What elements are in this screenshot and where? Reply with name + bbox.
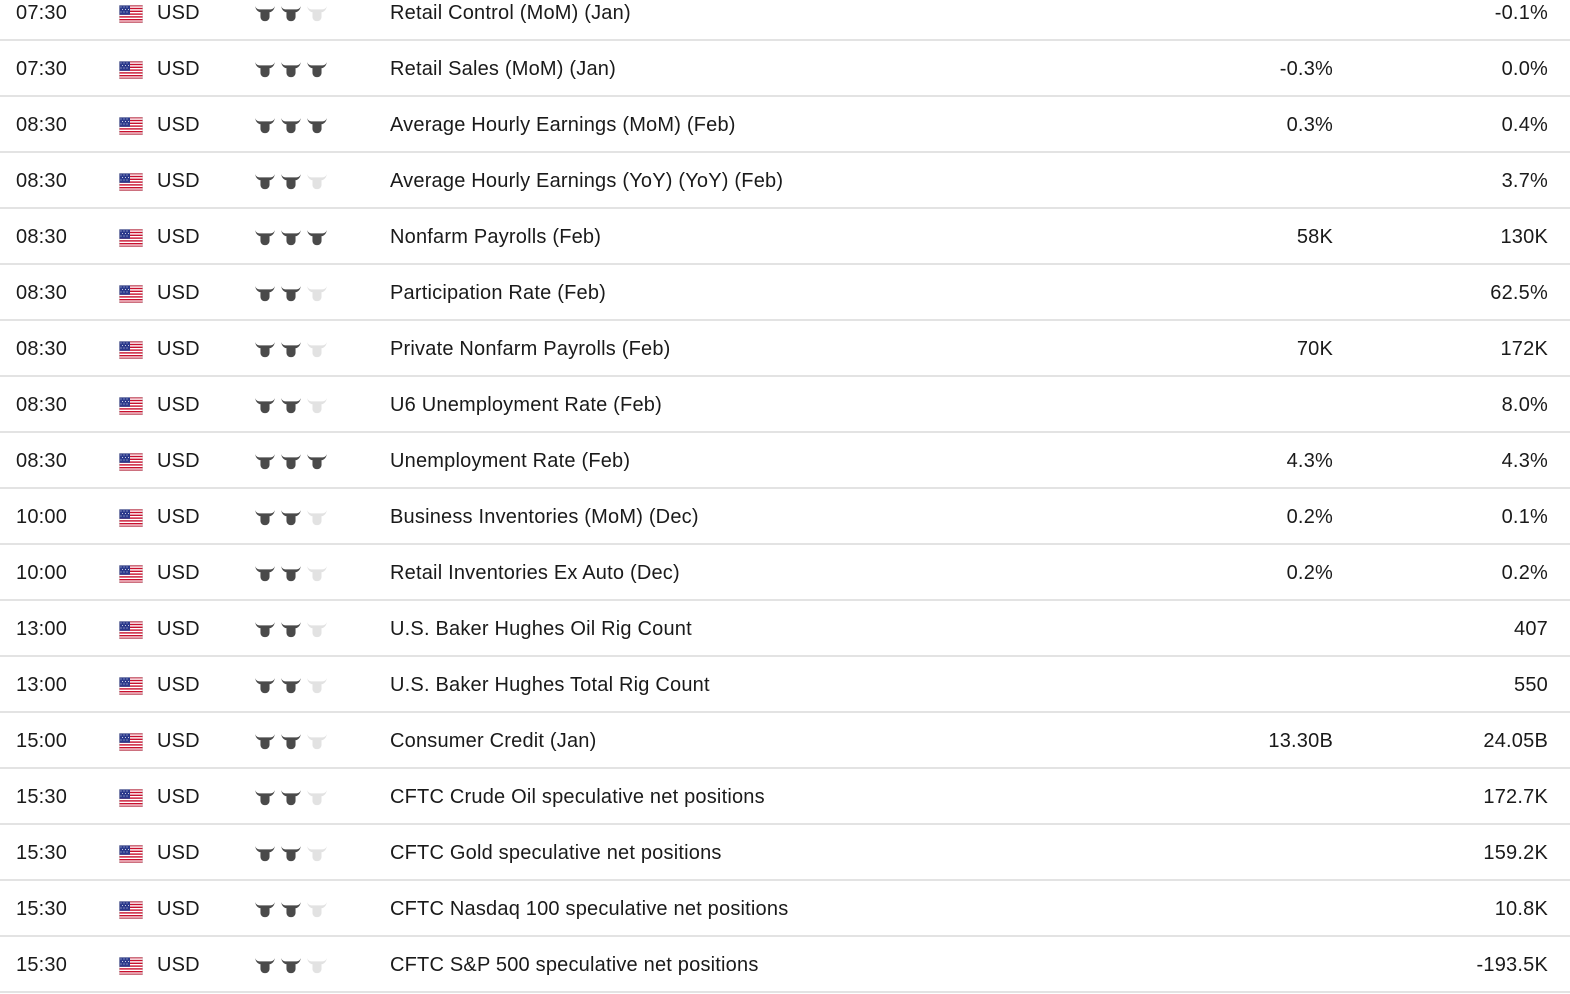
table-row[interactable] (0, 0, 1570, 41)
bull-icon (253, 507, 277, 527)
bull-icon (305, 843, 329, 863)
bull-icon (279, 59, 303, 79)
bull-icon (279, 227, 303, 247)
us-flag-icon (119, 509, 143, 527)
table-row[interactable] (0, 209, 1570, 265)
previous-value: 62.5% (1490, 282, 1548, 304)
table-row[interactable] (0, 153, 1570, 209)
event-time: 10:00 (16, 562, 68, 584)
impact-rating (253, 731, 329, 751)
currency-code: USD (157, 338, 200, 360)
us-flag-icon (119, 173, 143, 191)
impact-rating (253, 227, 329, 247)
event-name[interactable]: CFTC Gold speculative net positions (390, 842, 722, 864)
forecast-value: 0.2% (1286, 506, 1333, 528)
previous-value: 8.0% (1501, 394, 1548, 416)
impact-rating (253, 843, 329, 863)
bull-icon (279, 339, 303, 359)
impact-rating (253, 339, 329, 359)
previous-value: 130K (1500, 226, 1548, 248)
bull-icon (253, 227, 277, 247)
event-time: 08:30 (16, 394, 68, 416)
bull-icon (253, 3, 277, 23)
bull-icon (253, 619, 277, 639)
bull-icon (305, 787, 329, 807)
event-time: 08:30 (16, 282, 68, 304)
event-time: 13:00 (16, 674, 68, 696)
event-name[interactable]: Average Hourly Earnings (MoM) (Feb) (390, 114, 736, 136)
forecast-value: 58K (1296, 226, 1333, 248)
impact-rating (253, 787, 329, 807)
currency-code: USD (157, 954, 200, 976)
bull-icon (279, 675, 303, 695)
event-time: 07:30 (16, 58, 68, 80)
bull-icon (305, 171, 329, 191)
impact-rating (253, 395, 329, 415)
currency-code: USD (157, 450, 200, 472)
us-flag-icon (119, 285, 143, 303)
us-flag-icon (119, 901, 143, 919)
table-row[interactable] (0, 769, 1570, 825)
bull-icon (279, 283, 303, 303)
bull-icon (305, 675, 329, 695)
currency-code: USD (157, 282, 200, 304)
bull-icon (305, 563, 329, 583)
event-time: 08:30 (16, 338, 68, 360)
us-flag-icon (119, 677, 143, 695)
event-name[interactable]: CFTC Crude Oil speculative net positions (390, 786, 765, 808)
bull-icon (305, 395, 329, 415)
previous-value: 10.8K (1494, 898, 1548, 920)
event-name[interactable]: Private Nonfarm Payrolls (Feb) (390, 338, 671, 360)
table-row[interactable] (0, 825, 1570, 881)
previous-value: 3.7% (1501, 170, 1548, 192)
bull-icon (305, 731, 329, 751)
us-flag-icon (119, 733, 143, 751)
bull-icon (279, 787, 303, 807)
forecast-value: 70K (1296, 338, 1333, 360)
bull-icon (279, 171, 303, 191)
previous-value: 0.4% (1501, 114, 1548, 136)
us-flag-icon (119, 117, 143, 135)
us-flag-icon (119, 957, 143, 975)
previous-value: 24.05B (1483, 730, 1548, 752)
impact-rating (253, 3, 329, 23)
currency-code: USD (157, 114, 200, 136)
event-time: 08:30 (16, 226, 68, 248)
bull-icon (305, 955, 329, 975)
currency-code: USD (157, 562, 200, 584)
table-row[interactable] (0, 601, 1570, 657)
bull-icon (279, 955, 303, 975)
table-row[interactable] (0, 321, 1570, 377)
bull-icon (279, 731, 303, 751)
event-time: 08:30 (16, 114, 68, 136)
currency-code: USD (157, 842, 200, 864)
us-flag-icon (119, 621, 143, 639)
impact-rating (253, 955, 329, 975)
impact-rating (253, 619, 329, 639)
table-row[interactable] (0, 377, 1570, 433)
event-name[interactable]: Consumer Credit (Jan) (390, 730, 597, 752)
us-flag-icon (119, 845, 143, 863)
currency-code: USD (157, 786, 200, 808)
currency-code: USD (157, 618, 200, 640)
previous-value: 172.7K (1483, 786, 1548, 808)
bull-icon (253, 171, 277, 191)
bull-icon (305, 339, 329, 359)
event-time: 08:30 (16, 170, 68, 192)
bull-icon (305, 619, 329, 639)
bull-icon (305, 899, 329, 919)
impact-rating (253, 507, 329, 527)
forecast-value: 0.3% (1286, 114, 1333, 136)
bull-icon (253, 731, 277, 751)
bull-icon (305, 227, 329, 247)
previous-value: 0.2% (1501, 562, 1548, 584)
bull-icon (279, 3, 303, 23)
impact-rating (253, 563, 329, 583)
bull-icon (305, 507, 329, 527)
us-flag-icon (119, 5, 143, 23)
bull-icon (253, 563, 277, 583)
bull-icon (253, 955, 277, 975)
forecast-value: 0.2% (1286, 562, 1333, 584)
previous-value: 4.3% (1501, 450, 1548, 472)
us-flag-icon (119, 789, 143, 807)
event-name[interactable]: Retail Inventories Ex Auto (Dec) (390, 562, 680, 584)
us-flag-icon (119, 341, 143, 359)
event-name[interactable]: Business Inventories (MoM) (Dec) (390, 506, 699, 528)
bull-icon (253, 451, 277, 471)
bull-icon (253, 675, 277, 695)
currency-code: USD (157, 730, 200, 752)
event-name[interactable]: U.S. Baker Hughes Oil Rig Count (390, 618, 692, 640)
table-row[interactable] (0, 657, 1570, 713)
bull-icon (253, 899, 277, 919)
impact-rating (253, 115, 329, 135)
impact-rating (253, 171, 329, 191)
event-name[interactable]: CFTC Nasdaq 100 speculative net positions (390, 898, 789, 920)
previous-value: 172K (1500, 338, 1548, 360)
table-row[interactable] (0, 713, 1570, 769)
previous-value: -0.1% (1494, 2, 1548, 24)
bull-icon (279, 843, 303, 863)
forecast-value: 4.3% (1286, 450, 1333, 472)
bull-icon (253, 843, 277, 863)
event-name[interactable]: Retail Control (MoM) (Jan) (390, 2, 631, 24)
currency-code: USD (157, 170, 200, 192)
impact-rating (253, 675, 329, 695)
currency-code: USD (157, 506, 200, 528)
impact-rating (253, 59, 329, 79)
event-time: 08:30 (16, 450, 68, 472)
bull-icon (305, 59, 329, 79)
us-flag-icon (119, 61, 143, 79)
us-flag-icon (119, 229, 143, 247)
impact-rating (253, 899, 329, 919)
currency-code: USD (157, 674, 200, 696)
currency-code: USD (157, 226, 200, 248)
previous-value: 0.0% (1501, 58, 1548, 80)
bull-icon (305, 283, 329, 303)
table-row[interactable] (0, 881, 1570, 937)
us-flag-icon (119, 565, 143, 583)
bull-icon (253, 339, 277, 359)
event-name[interactable]: Retail Sales (MoM) (Jan) (390, 58, 616, 80)
bull-icon (279, 899, 303, 919)
impact-rating (253, 451, 329, 471)
event-time: 15:00 (16, 730, 68, 752)
previous-value: -193.5K (1476, 954, 1548, 976)
bull-icon (253, 395, 277, 415)
event-name[interactable]: Nonfarm Payrolls (Feb) (390, 226, 602, 248)
bull-icon (253, 787, 277, 807)
bull-icon (279, 507, 303, 527)
event-name[interactable]: Unemployment Rate (Feb) (390, 450, 631, 472)
bull-icon (253, 59, 277, 79)
event-name[interactable]: Participation Rate (Feb) (390, 282, 607, 304)
table-row[interactable] (0, 937, 1570, 993)
table-row[interactable] (0, 41, 1570, 97)
event-time: 10:00 (16, 506, 68, 528)
currency-code: USD (157, 58, 200, 80)
bull-icon (253, 283, 277, 303)
bull-icon (279, 451, 303, 471)
event-name[interactable]: U.S. Baker Hughes Total Rig Count (390, 674, 710, 696)
event-time: 15:30 (16, 898, 68, 920)
currency-code: USD (157, 394, 200, 416)
bull-icon (279, 619, 303, 639)
event-name[interactable]: U6 Unemployment Rate (Feb) (390, 394, 662, 416)
table-row[interactable] (0, 97, 1570, 153)
currency-code: USD (157, 2, 200, 24)
event-time: 13:00 (16, 618, 68, 640)
previous-value: 159.2K (1483, 842, 1548, 864)
table-row[interactable] (0, 433, 1570, 489)
bull-icon (305, 3, 329, 23)
previous-value: 550 (1514, 674, 1548, 696)
event-time: 15:30 (16, 842, 68, 864)
bull-icon (305, 115, 329, 135)
bull-icon (279, 115, 303, 135)
previous-value: 407 (1514, 618, 1548, 640)
event-time: 15:30 (16, 954, 68, 976)
event-name[interactable]: Average Hourly Earnings (YoY) (YoY) (Feb) (390, 170, 784, 192)
bull-icon (305, 451, 329, 471)
event-time: 07:30 (16, 2, 68, 24)
currency-code: USD (157, 898, 200, 920)
impact-rating (253, 283, 329, 303)
bull-icon (279, 395, 303, 415)
forecast-value: -0.3% (1279, 58, 1333, 80)
us-flag-icon (119, 453, 143, 471)
event-time: 15:30 (16, 786, 68, 808)
bull-icon (253, 115, 277, 135)
previous-value: 0.1% (1501, 506, 1548, 528)
event-name[interactable]: CFTC S&P 500 speculative net positions (390, 954, 759, 976)
bull-icon (279, 563, 303, 583)
us-flag-icon (119, 397, 143, 415)
table-row[interactable] (0, 265, 1570, 321)
table-row[interactable] (0, 545, 1570, 601)
table-row[interactable] (0, 489, 1570, 545)
forecast-value: 13.30B (1268, 730, 1333, 752)
